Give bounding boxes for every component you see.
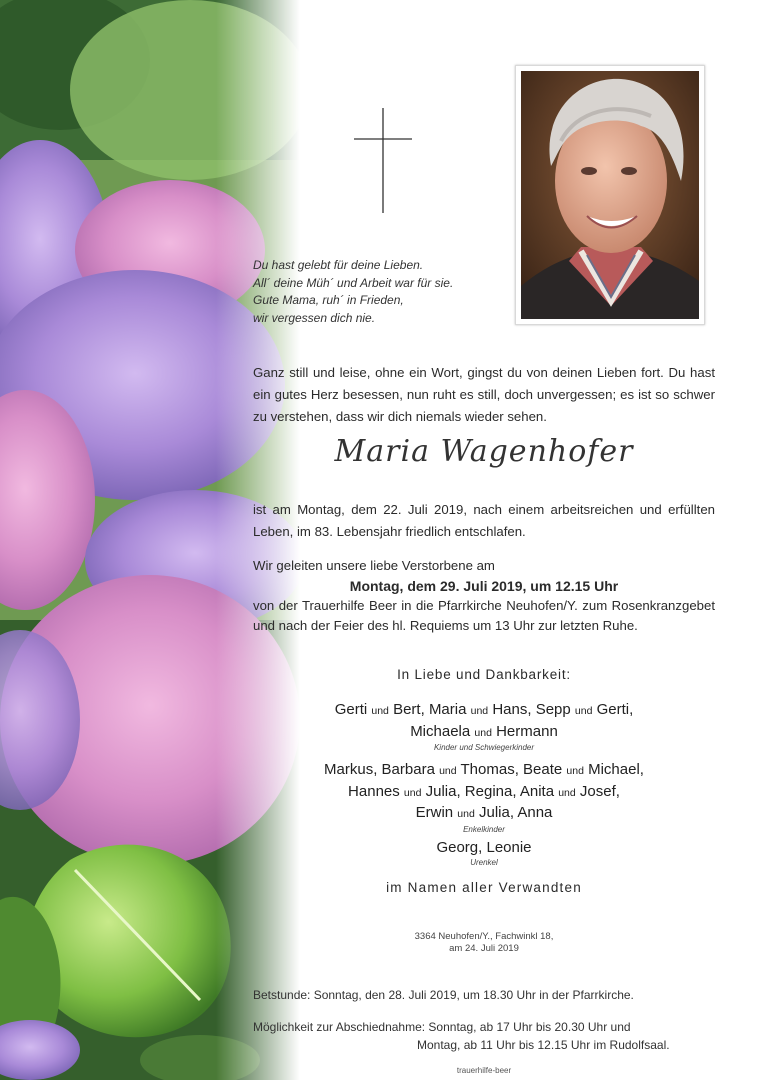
poem [253, 257, 513, 327]
family-grandchildren [253, 760, 715, 835]
poem-line: wir vergessen dich nie. [253, 310, 376, 325]
family-great-grandchildren [253, 838, 715, 868]
family-name: Thomas, Beate [460, 761, 563, 778]
funeral-description: von der Trauerhilfe Beer in die Pfarrkirche Neuhofen/Y. zum Rosenkranzgebet und nach der Feier des hl. Requiems um 13 Uhr zur letzten Ruhe. [253, 598, 715, 633]
family-name: Michael, [588, 761, 644, 778]
family-children [253, 700, 715, 753]
family-name: Markus, Barbara [324, 761, 435, 778]
family-name: Hermann [496, 722, 558, 740]
portrait-photo [515, 65, 705, 325]
poem-line: Du hast gelebt für deine Lieben. [253, 258, 424, 272]
prayer-service-info: Betstunde: Sonntag, den 28. Juli 2019, um 18.30 Uhr in der Pfarrkirche. [253, 988, 634, 1002]
family-name: Michaela [410, 722, 471, 740]
conjunction: und [470, 705, 489, 717]
family-name: Sepp [535, 701, 571, 718]
address [253, 931, 715, 955]
funeral-date: Montag, dem 29. Juli 2019, um 12.15 Uhr [349, 578, 619, 594]
address-date: am 24. Juli 2019 [449, 943, 519, 954]
relation-label: Urenkel [470, 857, 498, 867]
footer-credit: trauerhilfe-beer [456, 1066, 512, 1075]
escort-lead: Wir geleiten unsere liebe Verstorbene am [253, 558, 495, 573]
cross-icon [354, 108, 412, 213]
family-name: Georg, Leonie [436, 839, 532, 856]
conjunction: und [566, 765, 584, 777]
farewell-info [253, 1018, 715, 1054]
funeral-details [253, 556, 715, 636]
family-name: Julia, Regina, Anita [425, 782, 555, 800]
address-line: 3364 Neuhofen/Y., Fachwinkl 18, [414, 931, 554, 942]
farewell-line-1: Möglichkeit zur Abschiednahme: Sonntag, ab 17 Uhr bis 20.30 Uhr und [253, 1020, 631, 1034]
family-name: Maria [428, 701, 467, 718]
deceased-name: Maria Wagenhofer [334, 434, 634, 469]
family-name: Gerti, [596, 701, 634, 718]
relation-label: Kinder und Schwiegerkinder [433, 743, 535, 752]
conjunction: und [403, 786, 422, 799]
conjunction: und [474, 726, 492, 739]
closing-line: im Namen aller Verwandten [386, 880, 582, 895]
family-name: Hannes [348, 782, 400, 800]
conjunction: und [439, 765, 457, 777]
farewell-line-2: Montag, ab 11 Uhr bis 12.15 Uhr im Rudolfsaal. [417, 1038, 670, 1052]
family-name: Gerti [334, 701, 368, 718]
thanks-heading: In Liebe und Dankbarkeit: [397, 667, 571, 682]
conjunction: und [574, 705, 593, 717]
poem-line: Gute Mama, ruh´ in Frieden, [253, 293, 404, 307]
family-name: Julia, Anna [479, 804, 553, 821]
family-name: Josef, [579, 782, 620, 800]
conjunction: und [371, 705, 389, 717]
grandchildren-line-3 [253, 803, 715, 825]
intro-paragraph: Ganz still und leise, ohne ein Wort, gingst du von deinen Lieben fort. Du hast ein gutes Herz besessen, nun ruht es still, doch unvergessen; es ist so schwer zu verstehen, dass wir dich niemals wieder sehen. [253, 365, 715, 424]
grandchildren-line-2 [253, 782, 715, 804]
children-line-1 [253, 700, 715, 722]
grandchildren-line-1 [253, 760, 715, 782]
conjunction: und [457, 808, 475, 820]
death-notice: ist am Montag, dem 22. Juli 2019, nach einem arbeitsreichen und erfüllten Leben, im 83. Lebensjahr friedlich entschlafen. [253, 502, 715, 539]
poem-line: All´ deine Müh´ und Arbeit war für sie. [253, 275, 454, 290]
family-name: Erwin [415, 804, 454, 821]
family-name: Bert, [393, 701, 425, 718]
conjunction: und [558, 786, 576, 799]
children-line-2 [253, 722, 715, 744]
family-name: Hans, [492, 701, 532, 718]
relation-label: Enkelkinder [463, 824, 505, 834]
